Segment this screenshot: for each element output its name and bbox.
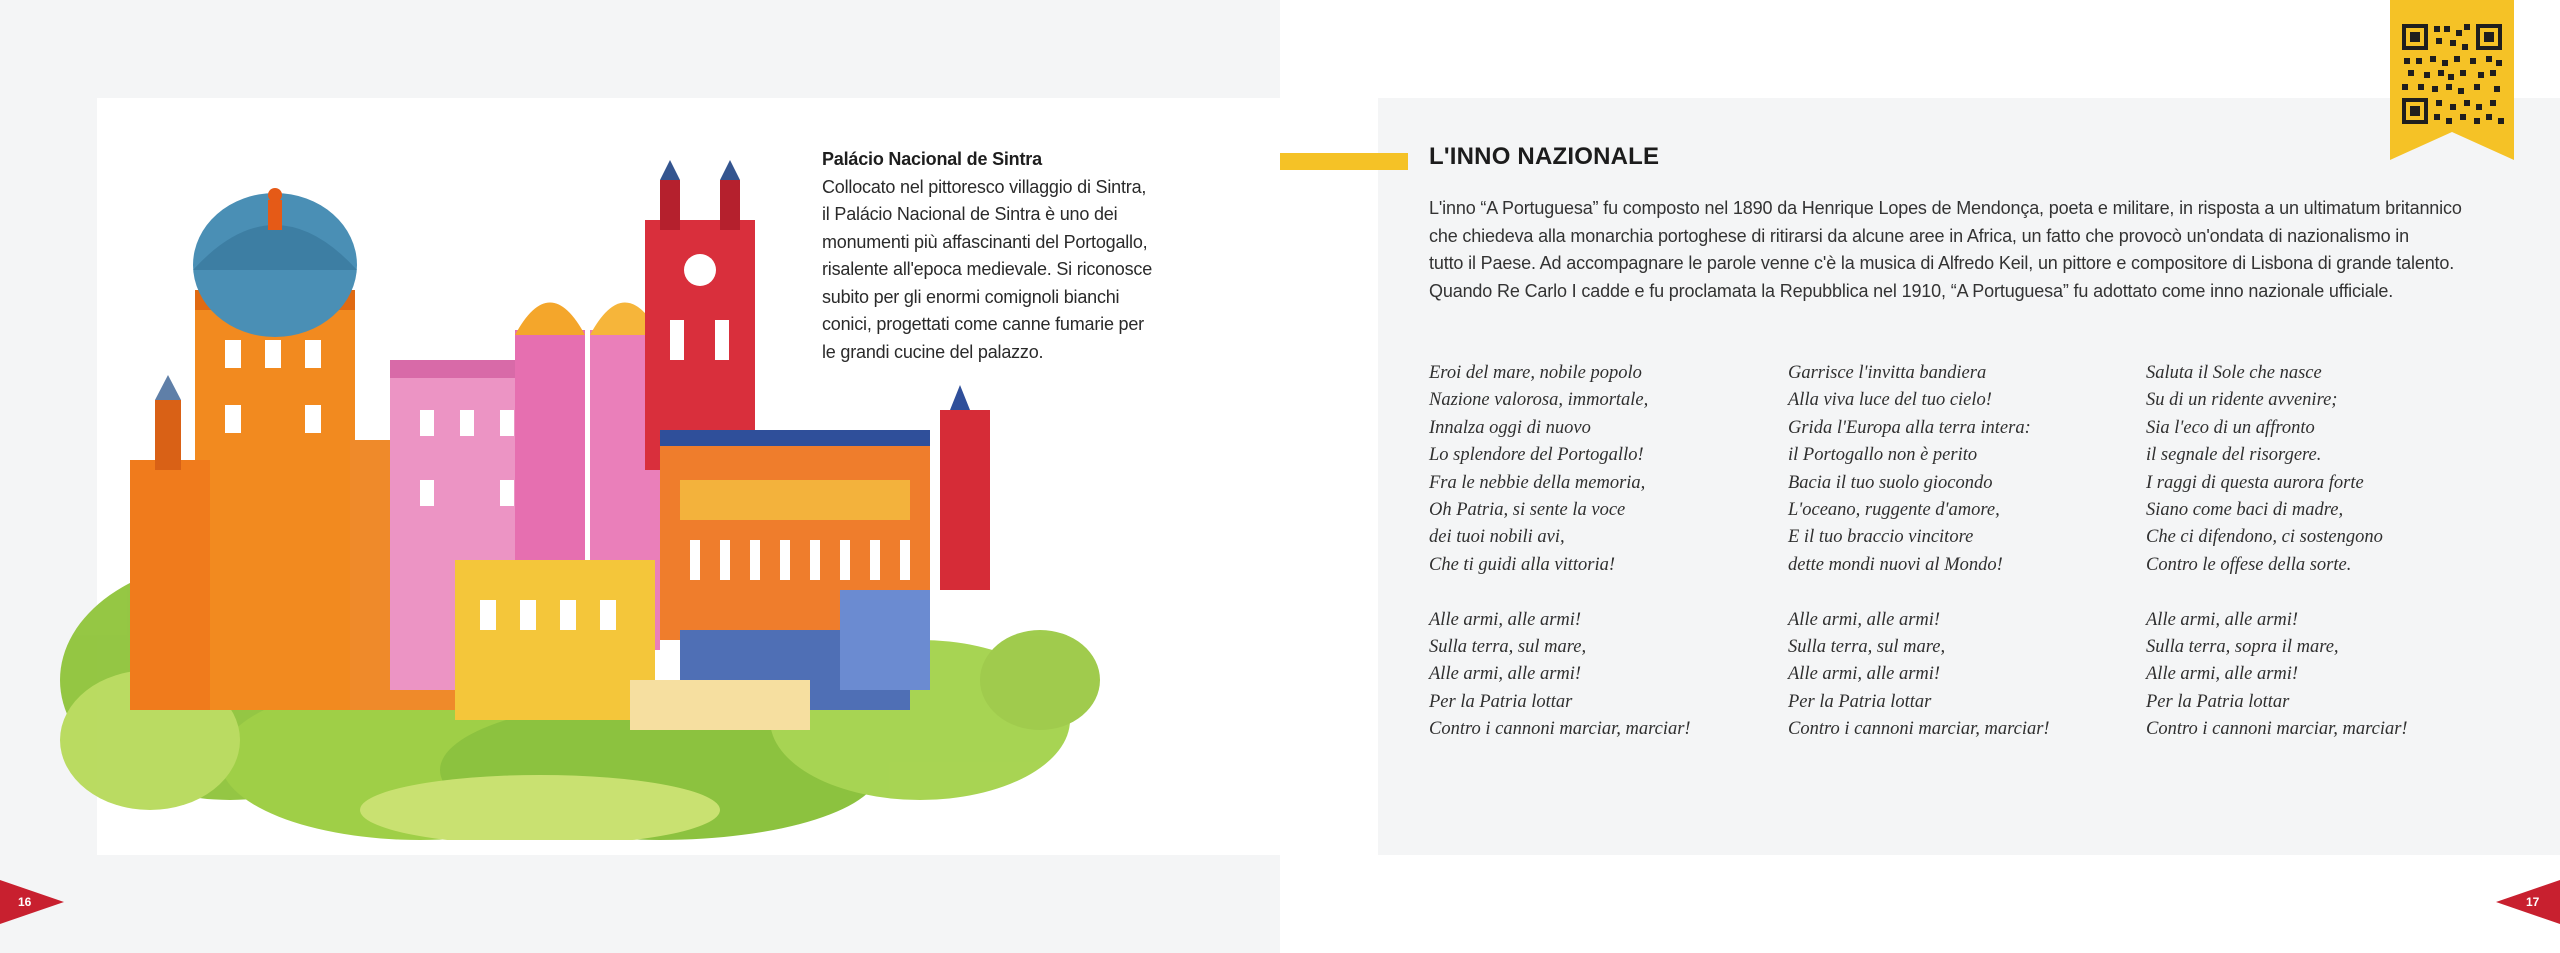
lyric-line: Bacia il tuo suolo giocondo [1788,472,1993,493]
red-clock-tower [645,160,755,470]
lyric-line: dei tuoi nobili avi, [1429,527,1565,548]
chorus-line: Alle armi, alle armi! [2146,664,2299,685]
intro-paragraph [1429,195,2479,305]
orange-tower [193,188,357,710]
lyric-line: Siano come baci di madre, [2146,500,2344,521]
lyric-line: E il tuo braccio vincitore [1788,527,1974,548]
lyric-line: Saluta il Sole che nasce [2146,363,2322,383]
illustration-caption [822,146,1162,366]
lyric-line: Contro le offese della sorte. [2146,554,2352,575]
chorus-line: Alle armi, alle armi! [1788,664,1941,685]
stanza-gap [1788,579,2118,606]
lyric-line: Che ti guidi alla vittoria! [1429,554,1616,575]
caption-line: conici, progettati come canne fumarie per [822,314,1144,334]
caption-line: il Palácio Nacional de Sintra è uno dei [822,204,1118,224]
caption-line: le grandi cucine del palazzo. [822,341,1044,362]
lyric-line: Grida l'Europa alla terra intera: [1788,417,2031,438]
caption-line: Collocato nel pittoresco villaggio di Sintra, [822,176,1147,197]
lyric-line: Alla viva luce del tuo cielo! [1788,390,1992,411]
lyrics-column-2 [1788,360,2118,744]
intro-line: Quando Re Carlo I cadde e fu proclamata la Repubblica nel 1910, “A Portuguesa” fu adottato come inno nazionale ufficiale. [1429,280,2394,301]
lyric-line: L'oceano, ruggente d'amore, [1788,500,2000,521]
chorus-line: Alle armi, alle armi! [1429,664,1582,685]
lyric-line: Fra le nebbie della memoria, [1429,472,1646,493]
lyric-line: Che ci difendono, ci sostengono [2146,527,2383,548]
lyric-line: dette mondi nuovi al Mondo! [1788,554,2003,575]
heading-accent-bar [1280,153,1408,170]
chorus-line: Sulla terra, sul mare, [1788,637,1946,658]
intro-line: che chiedeva alla monarchia portoghese di ritirarsi da alcune aree in Africa, un fatto che provocò un'ondata di nazionalismo in [1429,225,2409,246]
chorus-line: Per la Patria lottar [2146,691,2290,712]
lyric-line: Sia l'eco di un affronto [2146,417,2315,438]
intro-line: L'inno “A Portuguesa” fu composto nel 1890 da Henrique Lopes de Mendonça, poeta e militare, in risposta a un ultimatum britannico [1429,198,2462,218]
page-number-right: 17 [2526,895,2540,909]
section-heading: L'INNO NAZIONALE [1429,143,1660,170]
chorus-line: Sulla terra, sopra il mare, [2146,637,2339,658]
lyric-line: Lo splendore del Portogallo! [1429,445,1644,466]
caption-title: Palácio Nacional de Sintra [822,149,1042,169]
lyric-line: I raggi di questa aurora forte [2146,472,2364,493]
chorus-line: Per la Patria lottar [1429,691,1573,712]
page-number-left: 16 [18,895,32,909]
lyric-line: Su di un ridente avvenire; [2146,390,2338,411]
caption-line: risalente all'epoca medievale. Si riconosce [822,259,1153,279]
lyric-line: il Portogallo non è perito [1788,445,1978,466]
lyric-line: Innalza oggi di nuovo [1429,417,1591,438]
chorus-line: Alle armi, alle armi! [1788,609,1941,630]
chorus-line: Contro i cannoni marciar, marciar! [1788,719,2050,740]
chorus-line: Sulla terra, sul mare, [1429,637,1587,658]
stanza-gap [1429,579,1759,606]
qr-code-icon[interactable] [2390,0,2514,160]
chorus-line: Per la Patria lottar [1788,691,1932,712]
caption-line: monumenti più affascinanti del Portogallo, [822,231,1148,252]
lyric-line: Garrisce l'invitta bandiera [1788,363,1987,383]
yellow-wing [455,560,655,720]
lyrics-column-3 [2146,360,2476,744]
lyric-line: Eroi del mare, nobile popolo [1429,363,1642,383]
lyric-line: Nazione valorosa, immortale, [1429,390,1649,411]
chorus-line: Alle armi, alle armi! [2146,609,2299,630]
chorus-line: Contro i cannoni marciar, marciar! [1429,719,1691,740]
intro-line: tutto il Paese. Ad accompagnare le parole venne c'è la musica di Alfredo Keil, un pittore e compositore di Lisbona di grande talento. [1429,253,2455,273]
triangle-marker-icon [0,880,64,924]
caption-line: subito per gli enormi comignoli bianchi [822,286,1120,307]
chorus-line: Alle armi, alle armi! [1429,609,1582,630]
lyrics-column-1 [1429,360,1759,744]
lyric-line: il segnale del risorgere. [2146,445,2322,466]
chorus-line: Contro i cannoni marciar, marciar! [2146,719,2408,740]
lower-wall [630,680,810,730]
lyric-line: Oh Patria, si sente la voce [1429,500,1626,521]
stanza-gap [2146,579,2476,606]
